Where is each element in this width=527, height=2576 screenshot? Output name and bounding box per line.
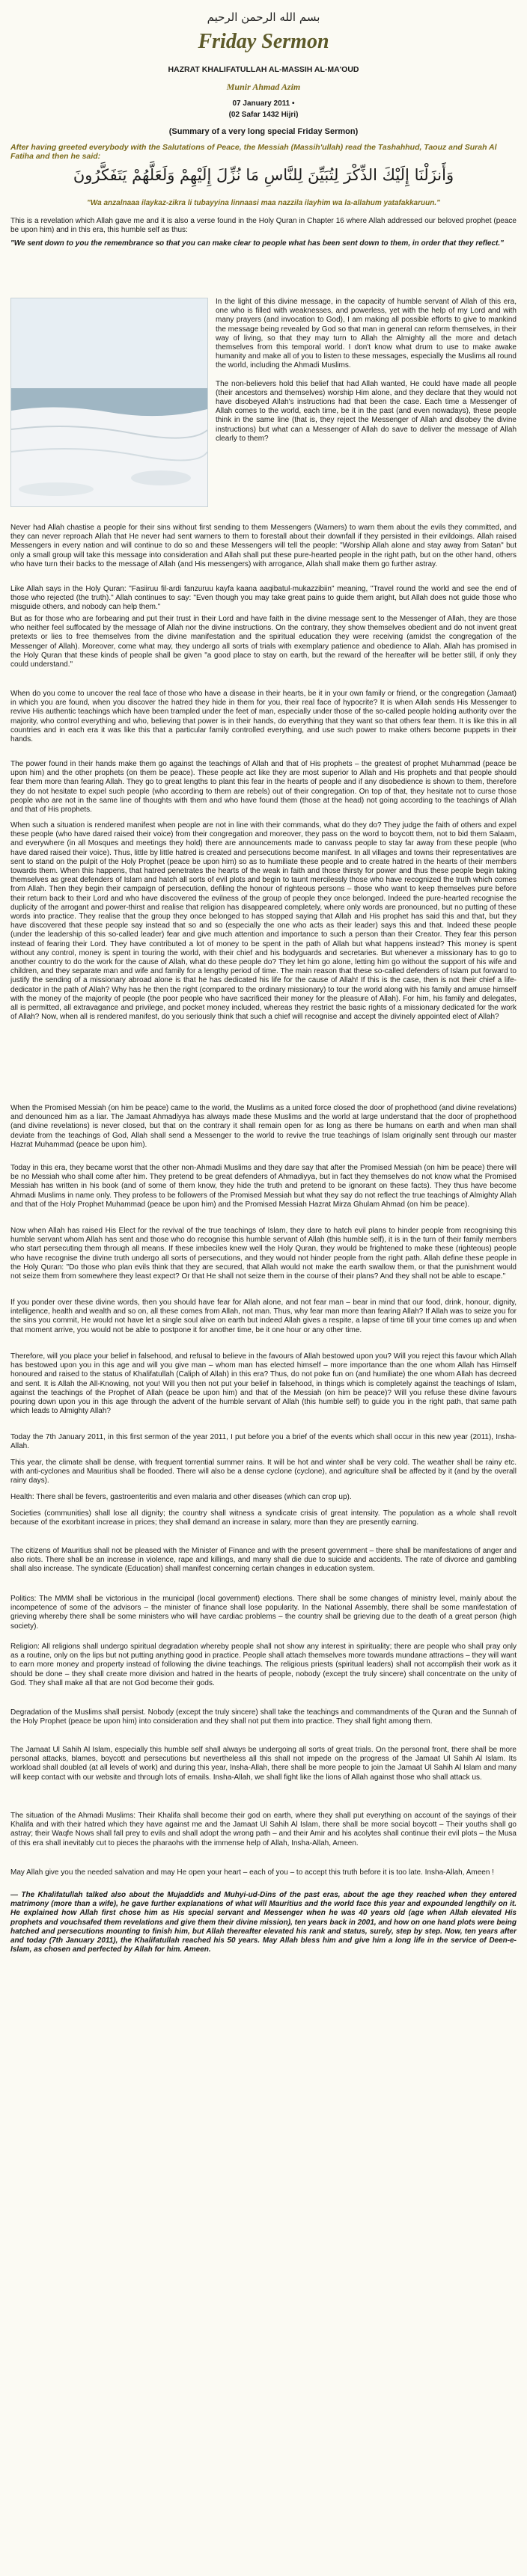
paragraph-1: This is a revelation which Allah gave me and it is also a verse found in the Holy Quran in Chapter 16 where Allah addressed our beloved prophet (peace be upon him) and in this era, this humble self as thus:: [10, 217, 517, 235]
paragraph-r1: In the light of this divine message, in the capacity of humble servant of Allah of this era, one who is filled with weaknesses, and powerless, yet with the help of my Lord and with many prayers (and invocation to God), I am making all possible efforts to give to mankind the message being revealed by God so that man in general can reform themselves, in their way of living, so that they may turn to Allah the Almighty all the more and detach themselves from this temporal world. I don't know what drum to use to make awake humanity and make all of you to listen to these messages, especially the Muslims all round the world, including the Ahmadi Muslims.: [216, 298, 517, 370]
paragraph-6: When do you come to uncover the real face of those who have a disease in their hearts, be it in your own family or friend, or the congregation (Jamaat) in which you are found, when you discover the hatred they hide in them for you, their real face of hypocrite? It is when Allah sends His Messenger to revive His authentic teachings which have been trampled under the feet of man, especially under those of the so-called people holding authority over the majority, who control everything and who, believing that power is in their hands, do everything that they want so that others fear them. It is like this in all countries and in each era it was like this that a particular family controlled everything, and use such power to make others become puppets in their hands.: [10, 690, 517, 744]
paragraph-24: May Allah give you the needed salvation and may He open your heart – each of you – to accept this truth before it is too late. Insha-Allah, Ameen !: [10, 1868, 494, 1877]
photo-drawing: [11, 298, 207, 506]
paragraph-3: Never had Allah chastise a people for their sins without first sending to them Messengers (Warners) to warn them about the evils they committed, and they can never reproach Allah that He never had sent warners to them to forestall about their downfall if they persisted in their evildoings. Allah raised Messengers in every nation and will continue to do so and these Messengers will tell the people: "Worship Allah alone and stay away from Satan" but only a small group will take this message into consideration and Allah shall put these pure-hearted people in the right path, but on the other hand, others who have turn their backs to the message of Allah (and His messengers) with arrogance, Allah shall make them go further astray.: [10, 524, 517, 568]
verse-translation: "We sent down to you the remembrance so that you can make clear to people what has been sent down to them, in order that they reflect.": [10, 239, 504, 248]
right-column: [216, 298, 517, 453]
verse-transliteration: "Wa anzalnaaa ilaykaz-zikra li tubayyina linnaasi maa nazzila ilayhim wa la-allahum yatafakkaruun.": [87, 199, 440, 207]
intro-text: After having greeted everybody with the Salutations of Peace, the Messiah (Massih'ullah) read the Tashahhud, Taouz and Surah Al Fatiha and then he said:: [10, 143, 497, 161]
paragraph-7: The power found in their hands make them go against the teachings of Allah and that of His prophets – the greatest of prophet Muhammad (peace be upon him) and the other prophets (on them be peace). These people act like they are most superior to Allah and His prophets and that people should fear them more than fearing Allah. They go to great lengths to plant this fear in the hearts of people and if any disobedience is shown to them, therefore they do not hesitate to expel such people (who according to them are rebels) out of their congregation. On top of that, they hesitate not to curse those people who are not in the same line of thoughts with them and who have found them (those at the head) not going according to the teachings of Allah and that of His prophets.: [10, 760, 517, 815]
paragraph-4: Like Allah says in the Holy Quran: "Fasiiruu fil-ardi fanzuruu kayfa kaana aaqibatul-mukazzibiin" meaning, "Travel round the world and see the end of those who rejected (the truth)." Allah continues to say: "Even though you may take great pains to guide them aright, but Allah does not guide those who misguide others, and nobody can help them.": [10, 585, 517, 612]
paragraph-25: — The Khalifatullah talked also about the Mujaddids and Muhyi-ud-Dins of the past eras, about the age they reached when they entered matrimony (more than a wife), he gave further explanations of what will Mauritius and the world face this year and expounded lengthily on it. He explained how Allah first chose him as His special servant and Messenger when he was 40 years old (age when Allah elevated His prophets and vouchsafed them revelations and give them their divine mission), ten years back in 2001, and how on one hand plots were being hatched and persecutions mounting to finish him, but Allah thereafter elevated his rank and status, surely, step by step. Now, ten years after and today (7th January 2011), the Khalifatullah reached his 50 years. May Allah bless him and give him a long life in the service of Deen-e-Islam, as chosen and perfected by Allah for him. Ameen.: [10, 1891, 517, 1954]
paragraph-13: Therefore, will you place your belief in falsehood, and refusal to believe in the favours of Allah bestowed upon you? Will you reject this favour which Allah has bestowed upon you in this age and will you give man – whom man has elected himself – more importance than the one whom Allah has Himself honoured and raised to the status of Khalifatullah (Caliph of Allah) in this era? Thus, do not poke fun on (and humiliate) the one whom Allah has decreed and sent. It is Allah the All-Knowing, not you! Will you then not put your belief in falsehood, in things which is completely against the teachings of Islam, against the teachings of the Prophet of Allah (peace be upon him) and that of the Messiah (on him be peace)? Will you refuse these divine favours pouring down upon you in this age through the advent of the humble servant of Allah (this humble self) to guide you in the right path, that same path which leads to Almighty Allah?: [10, 1352, 517, 1416]
paragraph-20: Religion: All religions shall undergo spiritual degradation whereby people shall not show any interest in spirituality; there are people who shall pray only as a routine, only on the lips but not putting anything good in practice. People shall attach themselves more towards mundane attractions – they will want to earn more money and property instead of following the divine teachings. The religious priests (spiritual leaders) shall not accomplish their work as it should be done – they shall create more division and hatred in the hearts of people, nobody (except the truly sincere) shall concentrate on the unity of God. They shall make all that are not God become their gods.: [10, 1643, 517, 1687]
paragraph-5: But as for those who are forbearing and put their trust in their Lord and have faith in the divine message sent to the Messenger of Allah, they are those who neither feel suffocated by the message of Allah nor the divine instructions. On the contrary, they show themselves obedient and do not invent great pretexts or lies to free themselves from the divine manifestation and the spiritual education they were receiving (amidst the congregation of the Messenger of Allah). Moreover, come what may, they undergo all sorts of trials with exemplary patience and obedience to Allah. Allah has promised in the Holy Quran that these kinds of people shall be given "a good place to stay on earth, but the reward of the hereafter will be better still, if only they could understand.": [10, 615, 517, 669]
paragraph-17: Societies (communities) shall lose all dignity; the country shall witness a syndicate crisis of great intensity. The population as a whole shall revolt because of the exorbitant increase in prices; they shall demand an increase in salary, more than they are presently earning.: [10, 1509, 517, 1527]
winter-shore-photo: [10, 298, 208, 507]
paragraph-12: If you ponder over these divine words, then you should have fear for Allah alone, and not fear man – bear in mind that our food, drink, honour, dignity, intelligence, health and wealth and so on, all these comes from Allah, not man. Thus, why fear man more than fearing Allah? If Allah was to seize you for the sins you commit, He would not have let a single soul alive on earth but indeed Allah gives a respite, a lapse of time till your time comes up and when that moment arrive, you would not be able to postpone it for another time, be it one hour or any other time.: [10, 1298, 517, 1334]
paragraph-9: When the Promised Messiah (on him be peace) came to the world, the Muslims as a united force closed the door of prophethood (and divine revelations) and denounced him as a liar. The Jamaat Ahmadiyya has always made these Muslims and the world at large understand that the door of prophethood (and divine revelations) is never closed, but that on the contrary it shall remain open for as long as there be humans on earth and when man shall deviate from the teachings of God, Allah shall send a Messenger to the world to revive the true teachings of Islam originally sent through our master Hazrat Muhammad (peace be upon him).: [10, 1104, 517, 1149]
paragraph-23: The situation of the Ahmadi Muslims: Their Khalifa shall become their god on earth, where they shall put everything on account of the sayings of their Khalifa and with their hatred which they have against me and the Jamaat Ul Sahih Al Islam, there shall be more social boycott – Their youths shall go astray; their Waqfe Nows shall fall prey to evils and shall adopt the wrong path – and their Amir and his acolytes shall continue their evil plots – the Musa of this era shall inevitably cut to pieces the pharaohs with the immense help of Allah, Insha-Allah, Ameen.: [10, 1812, 517, 1847]
date-gregorian: 07 January 2011 •: [232, 99, 295, 108]
paragraph-11: Now when Allah has raised His Elect for the revival of the true teachings of Islam, they dare to hatch evil plans to hinder people from recognising this humble servant whom Allah has sent and those who do recognise this humble servant of Allah (this humble self), it is in the turn of their family members who start persecuting them through all means. If these imbeciles knew well the Holy Quran, they would be frightened to make these (righteous) people who have recognise the divine truth undergo all sorts of persecutions, and they would not hinder people from the right path. Allah define these people in the Holy Quran: "Do those who plan evils think that they are secured, that Allah would not make the earth swallow them, or that the punishment would not seize them from somewhere they least expect? Or that He shall not seize them in the course of their plans? And they shall not be able to escape.": [10, 1227, 517, 1281]
author-name: Munir Ahmad Azim: [226, 82, 301, 92]
paragraph-8: When such a situation is rendered manifest when people are not in line with their commands, what do they do? They judge the faith of others and expel these people (who have dared raised their voice) from their congregation and moreover, they pass on the word to boycott them, not to bid them Salaam, and everywhere (in all Mosques and meetings they hold) there are announcements made to canvass people to stay far away from these people (who have dared raised their voice). Thus, little by little hatred is created and persecutions become manifest. In all villages and towns their representatives are sent to stand on the pulpit of the Holy Prophet (peace be upon him) so as to humiliate these people and to create hatred in the hearts of their members towards them. When this happens, that hatred penetrates the hearts of the weak in faith and those thirsty for power and thus these people begin taking themselves as great defenders of Islam and hatch all sorts of evil plots and begin to taunt mercilessly those who have recognized the truth which comes from Allah. Then they begin their campaign of persecution, defiling the honour of righteous persons – those who want to keep themselves pure before their return back to their Lord and who have discovered the evilness of the group of people they once belonged. Indeed the pure-hearted recognise the duplicity of the arrogant and power-thirst and realise that religion has disappeared completely, where only words are pronounced, but no putting of these words into practice. They realise that the group they once belonged to has stopped saying that Allah and His prophet has said this and that, but they have discovered that these people say instead that so and so (especially the one who acts as their leader) says this and that. Indeed these people (under the leadership of this so-called leader) fear and give much attention and importance to such a person than their Creator. They fear this person instead of fearing their Lord. They have contributed a lot of money to be spent in the path of Allah but what happens instead? This money is spent without any control, money is spent in touring the world, with their chief and his bodyguards and secretaries. But whenever a missionary has to go to another country to do the work for the cause of Allah, what do these people do? They let him go alone, letting him go without the support of his wife and children, and they separate man and wife and family for a lengthy period of time. The main reason that these so-called defenders of Islam put forward to justify the sending of a missionary abroad alone is that he has dedicated his life for the cause of Allah! If this is the case, then is not their chief a life-dedicator in the path of Allah? Why has he then the right (compared to the ordinary missionary) to tour the world along with his family and amuse himself with the money of the majority of people (the poor people who have sacrificed their money for the pleasure of Allah). For him, his family and delegates, all is permitted, all extravagance and privilege, and pocket money included, whereas they restrict the basic rights of a missionary dedicated for the work of Allah? Now, when all is rendered manifest, do you seriously think that such a chief will recognise and accept the divinely appointed elect of Allah?: [10, 821, 517, 1022]
arabic-verse: وَأَنزَلْنَا إِلَيْكَ الذِّكْرَ لِتُبَيِّنَ لِلنَّاسِ مَا نُزِّلَ إِلَيْهِمْ وَلَعَلَّهُمْ يَتَفَكَّرُونَ: [73, 166, 454, 184]
paragraph-19: Politics: The MMM shall be victorious in the municipal (local government) elections. There shall be some changes of ministry level, mainly about the incompetence of some of the advisors – the minister of finance shall lose popularity. In the National Assembly, there shall be some manifestation of grieving whereby there shall be some ministers who will have cardiac problems – the country shall be grieving due to the death of a great person (high society).: [10, 1595, 517, 1631]
paragraph-16: Health: There shall be fevers, gastroenteritis and even malaria and other diseases (which can crop up).: [10, 1493, 352, 1501]
paragraph-14: Today the 7th January 2011, in this first sermon of the year 2011, I put before you a brief of the events which shall occur in this new year (2011), Insha-Allah.: [10, 1433, 517, 1451]
page-title: Friday Sermon: [198, 30, 329, 53]
bismillah-header: بسم الله الرحمن الرحيم: [207, 10, 320, 24]
paragraph-21: Degradation of the Muslims shall persist. Nobody (except the truly sincere) shall take the teachings and commandments of the Quran and the Sunnah of the Holy Prophet (peace be upon him) into consideration and they shall not put them into practice. They shall fight among them.: [10, 1708, 517, 1726]
paragraph-15: This year, the climate shall be dense, with frequent torrential summer rains. It will be hot and winter shall be very cold. The weather shall be rainy etc. with anti-cyclones and Mauritius shall be flooded. There will also be a dense cyclone (cyclone), and agriculture shall be affected by it (and by the overall rainy days).: [10, 1459, 517, 1485]
paragraph-22: The Jamaat Ul Sahih Al Islam, especially this humble self shall always be undergoing all sorts of great trials. On the personal front, there shall be more personal attacks, blames, boycott and persecutions but nevertheless all this shall not impede on the progress of the Jamaat Ul Sahih Al Islam. Its workload shall doubled (at all levels of work) and during this year, Insha-Allah, there shall be more people to join the Jamaat Ul Sahih Al Islam and many will keep contact with our website and through lots of emails. Insha-Allah, we shall fight like the lions of Allah against those who shall attack us.: [10, 1746, 517, 1782]
hazrat-heading: HAZRAT KHALIFATULLAH AL-MASSIH AL-MA'OUD: [168, 65, 359, 74]
paragraph-r2: The non-believers hold this belief that had Allah wanted, He could have made all people (their ancestors and themselves) worship Him alone, and they declare that they would not have disobeyed Allah's instructions had that been the case. Each time a Messenger of Allah comes to the world, each time, be it in the past (and even nowadays), these people think in the same line (that is, they reject the Messenger of Allah and disobey the divine instructions) but what can a Messenger of Allah do save to deliver the message of Allah clearly to them?: [216, 379, 517, 443]
paragraph-18: The citizens of Mauritius shall not be pleased with the Minister of Finance and with the present government – there shall be manifestations of anger and also riots. There shall be an increase in violence, rape and killings, and many shall die due to suicide and accidents. The rate of divorce and gambling shall also increase. The syndicate (Education) shall manifest concerning certain changes in education system.: [10, 1547, 517, 1574]
paragraph-10: Today in this era, they became worst that the other non-Ahmadi Muslims and they dare say that after the Promised Messiah (on him be peace) there will be no Messiah who shall come after him. They pretend to be great defenders of Ahmadiyya, but in fact they themselves do not know what the Promised Messiah has written in his book (and of some of them know, they hide the truth and pretend to be ignorant on these facts). They thus have become Ahmadi Muslims in name only. They profess to be followers of the Promised Messiah but what they say do not reflect the true teachings of Almighty Allah and that of the Holy Prophet Muhammad (peace be upon him) and the Promised Messiah Hazrat Mirza Ghulam Ahmad (on him be peace).: [10, 1164, 517, 1209]
summary-note: (Summary of a very long special Friday Sermon): [168, 127, 359, 136]
date-hijri: (02 Safar 1432 Hijri): [228, 111, 299, 119]
